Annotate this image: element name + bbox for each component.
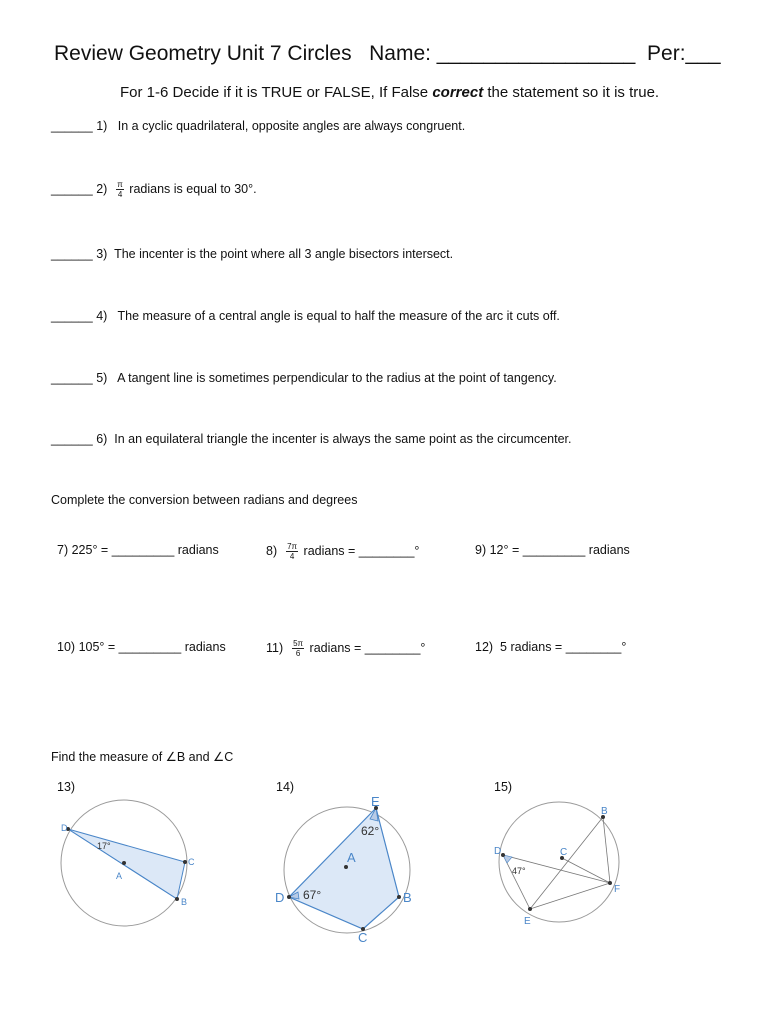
question-2 [51,180,257,199]
fraction [286,542,298,561]
answer-blank[interactable]: ______ [51,432,93,446]
fraction-numerator: π [117,180,123,189]
name-field-label[interactable]: Name: _________________ [369,42,636,65]
item-text[interactable]: 105° = _________ radians [78,640,226,654]
answer-blank[interactable]: ______ [51,181,93,196]
label-e: E [371,795,380,809]
item-number: 10) [57,640,76,654]
point-d [501,853,505,857]
question-number: 5) [96,371,108,385]
question-number: 2) [96,181,108,196]
figure-15-diagram [490,795,640,940]
conversion-12 [475,640,626,654]
shaded-quadrilateral [289,808,399,929]
point-f [608,881,612,885]
point-a [122,861,126,865]
item-number: 11) [266,640,284,655]
item-text[interactable]: 225° = _________ radians [71,543,219,557]
worksheet-title [54,42,721,66]
item-number: 12) [475,640,494,654]
angle-label-e: 62° [361,824,380,838]
question-number: 3) [96,247,108,261]
segment-ef [530,883,610,909]
question-text: In a cyclic quadrilateral, opposite angles are always congruent. [117,119,466,133]
point-b [175,897,179,901]
question-text: The incenter is the point where all 3 angle bisectors intersect. [114,247,454,261]
label-d: D [275,890,285,905]
conversion-11 [266,639,425,658]
question-text: In an equilateral triangle the incenter is always the same point as the circumcenter. [114,432,572,446]
figure-14-diagram [272,795,432,950]
label-e: E [524,916,531,927]
answer-blank[interactable]: ______ [51,309,93,323]
question-text: The measure of a central angle is equal to half the measure of the arc it cuts off. [117,309,560,323]
question-number: 6) [96,432,108,446]
segment-be [530,817,603,909]
label-b: B [181,897,188,907]
label-b: B [403,890,412,905]
question-4 [51,309,560,323]
answer-blank[interactable]: ______ [51,119,93,133]
point-d [287,895,291,899]
shaded-triangle [68,829,185,899]
figure-15-label: 15) [494,780,513,794]
figure-13-label: 13) [57,780,76,794]
conversion-9 [475,543,630,557]
item-text[interactable]: 12° = _________ radians [489,543,630,557]
question-text: radians is equal to 30°. [129,181,257,196]
angles-heading: Find the measure of ∠B and ∠C [51,750,234,764]
label-a: A [116,871,123,881]
label-c: C [188,857,195,867]
point-a [344,865,348,869]
fraction-numerator: 7π [287,542,298,551]
figure-13-diagram [55,795,215,935]
question-6 [51,432,571,446]
angle-label: 17° [97,841,111,851]
question-1 [51,119,465,133]
item-number: 8) [266,543,278,558]
question-text: A tangent line is sometimes perpendicular to the radius at the point of tangency. [117,371,557,385]
label-c: C [560,847,568,858]
conversion-7 [57,543,219,557]
instructions-prefix: For 1-6 Decide if it is TRUE or FALSE, If False [120,84,433,101]
question-3 [51,247,453,261]
label-d: D [61,823,68,833]
question-5 [51,371,557,385]
label-c: C [358,930,368,945]
conversion-heading: Complete the conversion between radians and degrees [51,493,358,507]
segment-bf [603,817,610,883]
question-number: 4) [96,309,108,323]
label-a: A [347,850,356,865]
instructions-emphasis: correct [432,84,484,101]
item-text[interactable]: radians = ________° [309,640,426,655]
answer-blank[interactable]: ______ [51,371,93,385]
angle-label: 47° [512,866,526,876]
item-number: 7) [57,543,69,557]
instructions [120,84,659,101]
label-b: B [601,806,608,817]
label-d: D [494,846,502,857]
fraction-denominator: 4 [117,190,123,199]
conversion-10 [57,640,226,654]
figure-14-label: 14) [276,780,295,794]
conversion-8 [266,542,419,561]
label-f: F [614,884,621,895]
title-text: Review Geometry Unit 7 Circles [54,42,352,65]
item-text[interactable]: 5 radians = ________° [500,640,627,654]
fraction-numerator: 5π [293,639,304,648]
answer-blank[interactable]: ______ [51,247,93,261]
fraction-denominator: 4 [289,552,295,561]
point-b [397,895,401,899]
angle-label-d: 67° [303,888,322,902]
segment-cf [562,858,610,883]
period-field-label[interactable]: Per:___ [647,42,721,65]
fraction-denominator: 6 [295,649,301,658]
fraction [292,639,304,658]
question-number: 1) [96,119,108,133]
instructions-suffix: the statement so it is true. [483,84,660,101]
point-e [528,907,532,911]
point-c [183,860,187,864]
item-text[interactable]: radians = ________° [303,543,420,558]
item-number: 9) [475,543,487,557]
fraction [116,180,124,199]
